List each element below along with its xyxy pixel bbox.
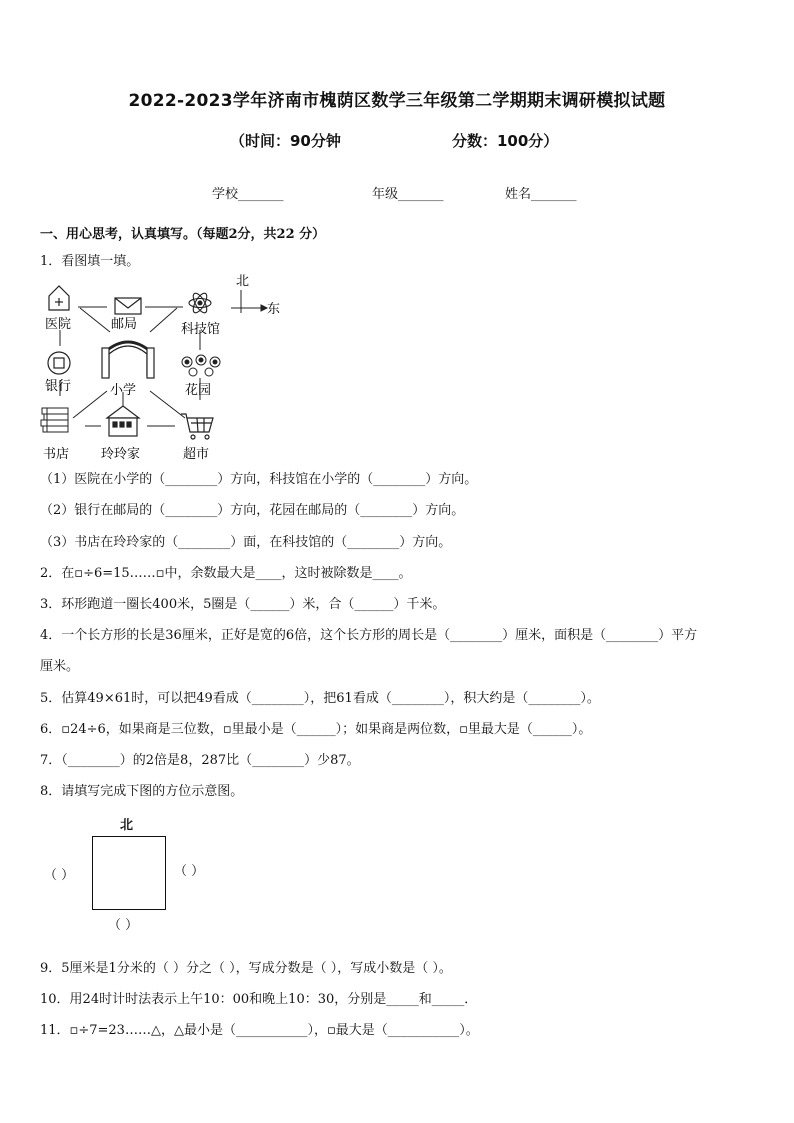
hospital-label: 医院	[45, 317, 72, 332]
name-field: 姓名_______	[505, 187, 577, 202]
grade-field: 年级_______	[372, 187, 444, 202]
question-7: 7．（________）的2倍是8，287比（________）少87。	[40, 753, 360, 768]
atom-icon	[189, 291, 211, 315]
school-field: 学校_______	[212, 187, 284, 202]
section-heading: 一、用心思考，认真填写。（每题2分，共22 分）	[40, 227, 326, 242]
school-label: 小学	[110, 383, 137, 398]
question-4-continued: 厘米。	[40, 659, 80, 674]
question-9: 9．5厘米是1分米的（ ）分之（ ），写成分数是（ ），写成小数是（ ）。	[40, 961, 452, 976]
books-icon	[41, 408, 68, 432]
diagram-north-label: 北	[120, 818, 134, 833]
compass-north-label: 北	[236, 274, 250, 289]
question-3: 3．环形跑道一圈长400米，5圈是（______）米，合（______）千米。	[40, 597, 446, 612]
question-1-part-1: （1）医院在小学的（________）方向，科技馆在小学的（________）方向。	[40, 472, 478, 487]
question-1: 1．看图填一填。	[40, 254, 140, 269]
question-10: 10．用24时计时法表示上午10：00和晚上10：30，分别是_____和_____．	[40, 992, 478, 1007]
exam-score: 分数：100分）	[452, 132, 559, 150]
home-label: 玲玲家	[101, 447, 141, 462]
question-2: 2．在▫÷6=15……▫中，余数最大是____，这时被除数是____。	[40, 566, 412, 581]
question-4: 4．一个长方形的长是36厘米，正好是宽的6倍，这个长方形的周长是（________）厘米，面积是（________）平方	[40, 628, 698, 643]
envelope-icon	[115, 298, 141, 314]
shopping-cart-icon	[181, 414, 213, 439]
question-8: 8．请填写完成下图的方位示意图。	[40, 784, 244, 799]
bookstore-label: 书店	[43, 447, 70, 462]
diagram-west-blank: （ ）	[44, 868, 75, 883]
diagram-east-blank: （ ）	[174, 864, 205, 879]
bank-coin-icon	[48, 352, 70, 374]
science-museum-label: 科技馆	[181, 322, 221, 337]
flower-icon	[182, 355, 220, 376]
supermarket-label: 超市	[183, 447, 210, 462]
diagram-south-blank: （ ）	[108, 918, 139, 933]
house-icon	[107, 406, 139, 436]
map-diagram	[35, 268, 295, 468]
question-6: 6．▫24÷6，如果商是三位数，▫里最小是（______）；如果商是两位数，▫里最大是（______）。	[40, 722, 592, 737]
direction-square	[92, 836, 166, 910]
compass-east-label: 东	[267, 302, 281, 317]
school-gate-icon	[102, 342, 154, 378]
question-5: 5．估算49×61时，可以把49看成（________），把61看成（________），积大约是（________）。	[40, 691, 600, 706]
question-1-part-3: （3）书店在玲玲家的（________）面，在科技馆的（________）方向。	[40, 535, 452, 550]
page-title: 2022-2023学年济南市槐荫区数学三年级第二学期期末调研模拟试题	[128, 91, 666, 111]
question-11: 11．▫÷7=23……△，△最小是（___________），▫最大是（___________）。	[40, 1023, 479, 1038]
question-1-part-2: （2）银行在邮局的（________）方向，花园在邮局的（________）方向。	[40, 503, 465, 518]
bank-label: 银行	[45, 379, 72, 394]
post-office-label: 邮局	[111, 317, 138, 332]
exam-time: （时间：90分钟	[230, 132, 341, 150]
hospital-icon	[49, 286, 69, 310]
garden-label: 花园	[185, 383, 212, 398]
